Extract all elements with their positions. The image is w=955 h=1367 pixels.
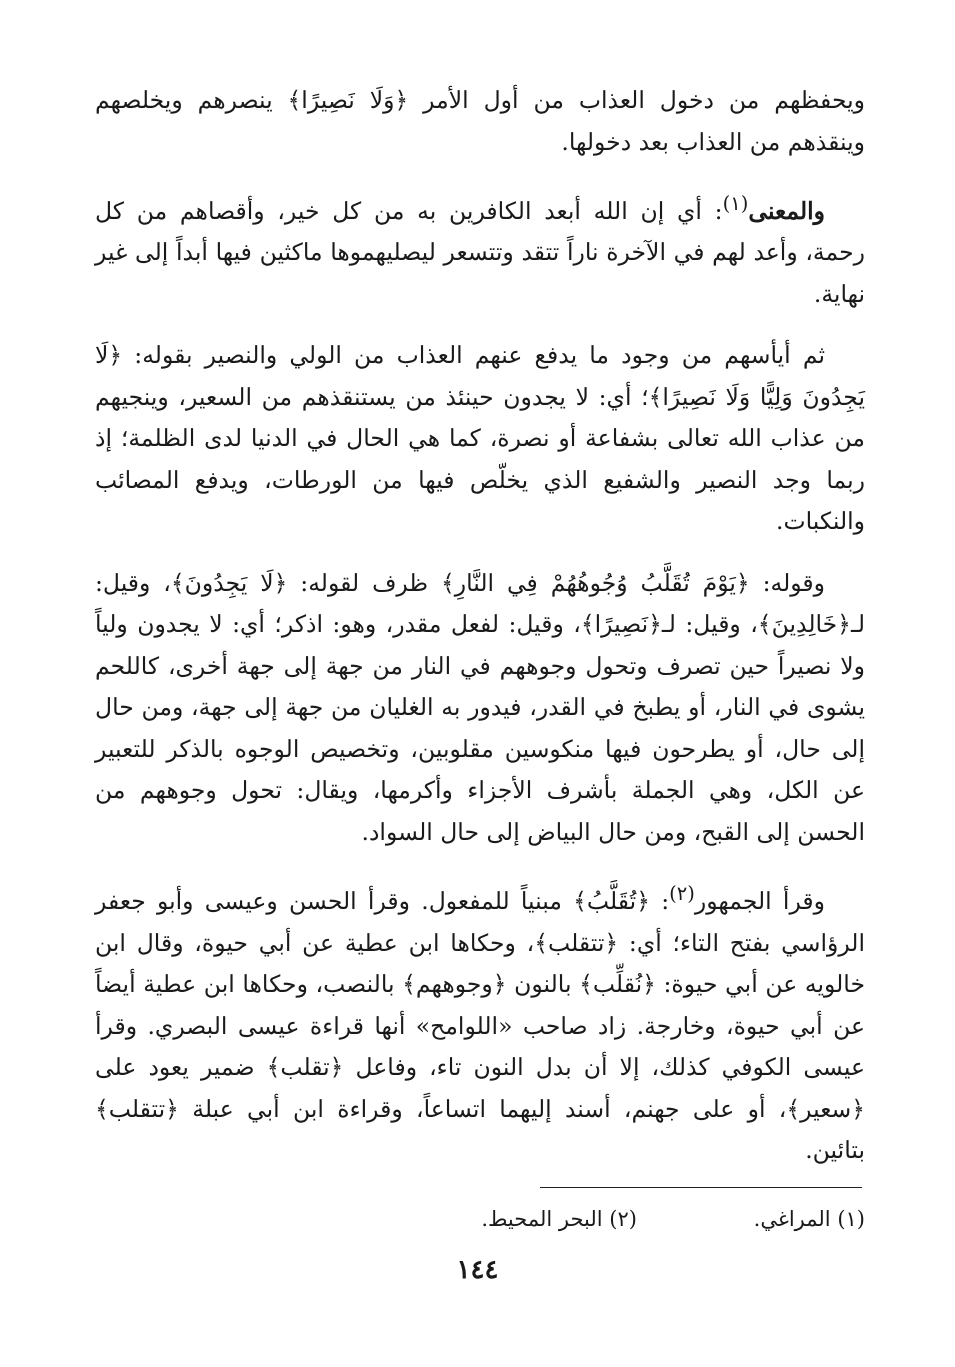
- paragraph-2-text: : أي إن الله أبعد الكافرين به من كل خير، وأقصاهم من كل رحمة، وأعد لهم في الآخرة ناراً تتقد وتتسعر ليصليهموها ماكثين فيها أبداً إلى غير نهاية.: [95, 196, 865, 308]
- paragraph-5-text: : ﴿تُقَلَّبُ﴾ مبنياً للمفعول. وقرأ الحسن وعيسى وأبو جعفر الرؤاسي بفتح التاء؛ أي: ﴿تتقلب﴾، وحكاها ابن عطية عن أبي حيوة، وقال ابن خالويه عن أبي حيوة: ﴿نُقلِّب﴾ بالنون ﴿وجوههم﴾ بالنصب، وحكاها ابن عطية أيضاً عن أبي حيوة، وخارجة. زاد صاحب «اللوامح» أنها قراءة عيسى البصري. وقرأ عيسى الكوفي كذلك، إلا أن بدل النون تاء، وفاعل ﴿تقلب﴾ ضمير يعود على ﴿سعير﴾، أو على جهنم، أسند إليهما اتساعاً، وقراءة ابن أبي عبلة ﴿تتقلب﴾ بتائين.: [95, 887, 865, 1165]
- page-number: ١٤٤: [456, 1255, 499, 1285]
- footnote-1: [754, 1203, 865, 1235]
- footnotes: [95, 1203, 865, 1235]
- footnote-separator: [540, 1187, 862, 1188]
- footnote-2-text: البحر المحيط.: [481, 1207, 603, 1231]
- paragraph-3-text: ثم أيأسهم من وجود ما يدفع عنهم العذاب من الولي والنصير بقوله: ﴿لَا يَجِدُونَ وَلِيًّا وَلَا نَصِيرًا﴾؛ أي: لا يجدون حينئذ من يستنقذهم من السعير، وينجيهم من عذاب الله تعالى بشفاعة أو نصرة، كما هي الحال في الدنيا لدى الظلمة؛ إذ ربما وجد النصير والشفيع الذي يخلّص فيها من الورطات، ويدفع المصائب والنكبات.: [95, 341, 865, 536]
- paragraph-4: [95, 563, 865, 854]
- footnote-1-text: المراغي.: [753, 1207, 831, 1231]
- footnote-ref-1: (١): [722, 192, 749, 215]
- footnote-1-label: (١): [837, 1207, 865, 1231]
- footnote-2: [481, 1203, 637, 1235]
- footnote-2-label: (٢): [609, 1207, 637, 1231]
- paragraph-5-lead: وقرأ الجمهور: [694, 887, 825, 916]
- paragraph-2-lead: والمعنى: [748, 196, 825, 225]
- paragraph-2: [95, 183, 865, 315]
- paragraph-1: [95, 80, 865, 163]
- paragraph-4-text: وقوله: ﴿يَوْمَ تُقَلَّبُ وُجُوهُهُمْ فِي النَّارِ﴾ ظرف لقوله: ﴿لَا يَجِدُونَ﴾، وقيل: لـ﴿خَالِدِينَ﴾، وقيل: لـ﴿نَصِيرًا﴾، وقيل: لفعل مقدر، وهو: اذكر؛ أي: لا يجدون ولياً ولا نصيراً حين تصرف وتحول وجوههم في النار من جهة إلى جهة أخرى، كاللحم يشوى في النار، أو يطبخ في القدر، فيدور به الغليان من جهة إلى جهة، ومن حال إلى حال، أو يطرحون فيها منكوسين مقلوبين، وتخصيص الوجوه بالذكر للتعبير عن الكل، وهي الجملة بأشرف الأجزاء وأكرمها، ويقال: تحول وجوههم من الحسن إلى القبح، ومن حال البياض إلى حال السواد.: [95, 568, 865, 846]
- paragraph-1-text: ويحفظهم من دخول العذاب من أول الأمر ﴿وَلَا نَصِيرًا﴾ ينصرهم ويخلصهم وينقذهم من العذاب بعد دخولها.: [95, 86, 865, 156]
- footnote-ref-2: (٢): [669, 882, 695, 906]
- page-body: [95, 80, 865, 1192]
- paragraph-3: [95, 335, 865, 543]
- paragraph-5: [95, 873, 865, 1171]
